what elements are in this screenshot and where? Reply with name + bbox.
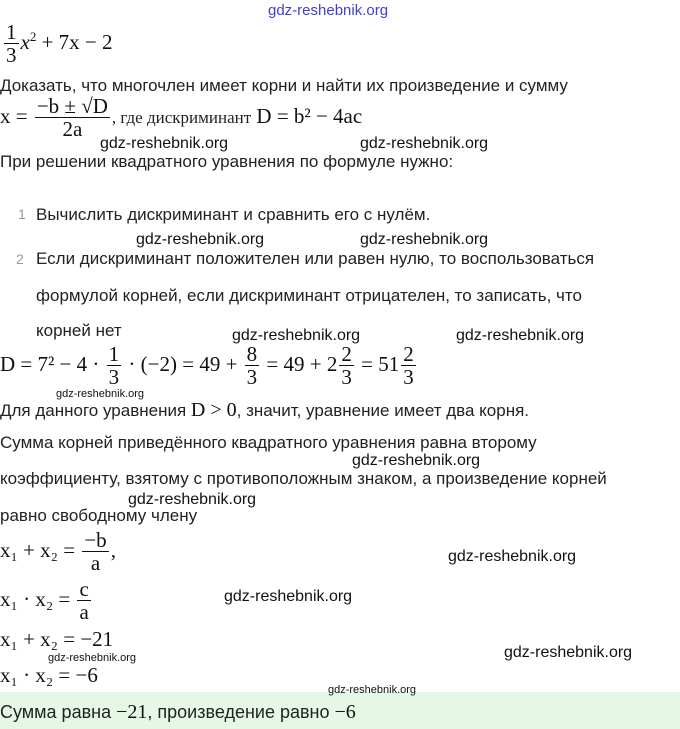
vieta-sum-tail: , <box>110 537 116 562</box>
formula-den: 2a <box>35 117 110 140</box>
poly-frac-den: 3 <box>6 43 17 67</box>
answer-text-1: Сумма равна <box>0 702 112 722</box>
calc-frac-den: 3 <box>108 365 120 389</box>
calc-frac-num: 2 <box>341 342 352 366</box>
two-roots-before: Для данного уравнения <box>0 401 187 420</box>
watermark: gdz-reshebnik.org <box>224 588 353 605</box>
watermark: gdz-reshebnik.org <box>352 452 481 469</box>
calc-frac-den: 3 <box>246 365 258 389</box>
poly-frac-num: 1 <box>6 20 17 44</box>
formula-text: , где дискриминант <box>111 107 252 127</box>
calc-frac-den: 3 <box>341 365 352 389</box>
vieta-line-1: Сумма корней приведённого квадратного уравнения равна второму <box>0 433 537 452</box>
watermark: gdz-reshebnik.org <box>360 231 489 248</box>
watermark: gdz-reshebnik.org <box>128 491 257 508</box>
watermark: gdz-reshebnik.org <box>136 231 265 248</box>
discriminant-def: D = b² − 4ac <box>256 103 363 128</box>
two-roots-math: D > 0 <box>190 399 237 421</box>
calc-part-3: = 49 + 2 <box>266 351 338 376</box>
sum-result: x₁ + x₂ = −21 <box>0 627 114 651</box>
calc-part-4: = 51 <box>361 351 400 376</box>
vieta-sum-formula <box>0 530 116 574</box>
intro-text: При решении квадратного уравнения по формуле нужно: <box>0 152 454 171</box>
step-2-line-3: корней нет <box>36 321 122 340</box>
vieta-sum-den: a <box>82 551 108 574</box>
watermark: gdz-reshebnik.org <box>504 644 633 661</box>
watermark: gdz-reshebnik.org <box>456 327 585 344</box>
calc-frac-num: 2 <box>403 342 414 366</box>
watermark: gdz-reshebnik.org <box>100 135 229 152</box>
watermark: gdz-reshebnik.org <box>56 388 145 400</box>
calc-part-2: · (−2) = 49 + <box>128 351 238 376</box>
step-1-text: Вычислить дискриминант и сравнить его с нулём. <box>36 205 431 224</box>
watermark: gdz-reshebnik.org <box>448 548 577 565</box>
watermark-top: gdz-reshebnik.org <box>268 2 389 19</box>
calc-frac-den: 3 <box>403 365 414 389</box>
calc-frac-num: 1 <box>108 342 120 366</box>
vieta-line-2: коэффициенту, взятому с противоположным знаком, а произведение корней <box>0 469 607 488</box>
vieta-product-formula <box>0 579 93 623</box>
vieta-prod-num: c <box>79 577 89 601</box>
answer-text-2: , произведение равно <box>147 702 330 722</box>
product-result: x₁ · x₂ = −6 <box>0 663 98 687</box>
watermark: gdz-reshebnik.org <box>48 652 137 664</box>
vieta-prod-den: a <box>79 600 89 624</box>
formula-num: −b ± √D <box>36 94 108 118</box>
answer-product: −6 <box>334 701 356 723</box>
discriminant-calculation <box>0 344 418 388</box>
formula-lhs: x = <box>0 103 28 128</box>
vieta-prod-lhs: x₁ · x₂ = <box>0 586 71 611</box>
task-text: Доказать, что многочлен имеет корни и найти их произведение и сумму <box>0 76 568 95</box>
step-2-line-1: Если дискриминант положителен или равен нулю, то воспользоваться <box>36 249 595 268</box>
two-roots-after: , значит, уравнение имеет два корня. <box>236 401 530 420</box>
quadratic-formula <box>0 96 362 140</box>
watermark: gdz-reshebnik.org <box>328 684 417 696</box>
watermark: gdz-reshebnik.org <box>360 135 489 152</box>
vieta-sum-num: −b <box>84 528 107 552</box>
calc-frac-num: 8 <box>246 342 258 366</box>
poly-rest: + 7x − 2 <box>41 29 113 54</box>
calc-part-1: D = 7² − 4 · <box>0 351 100 376</box>
answer-sum: −21 <box>116 701 148 723</box>
step-number: 1 <box>18 206 26 222</box>
polynomial-expression: $\frac{1}{3}$ $x^2 + 7x - 2$ <box>6 20 113 67</box>
vieta-sum-lhs: x₁ + x₂ = <box>0 537 76 562</box>
watermark: gdz-reshebnik.org <box>232 327 361 344</box>
answer-text <box>0 701 356 724</box>
two-roots-statement <box>0 399 529 422</box>
step-2-line-2: формулой корней, если дискриминант отрицателен, то записать, что <box>36 286 582 305</box>
vieta-line-3: равно свободному члену <box>0 506 198 525</box>
step-number: 2 <box>16 251 24 267</box>
